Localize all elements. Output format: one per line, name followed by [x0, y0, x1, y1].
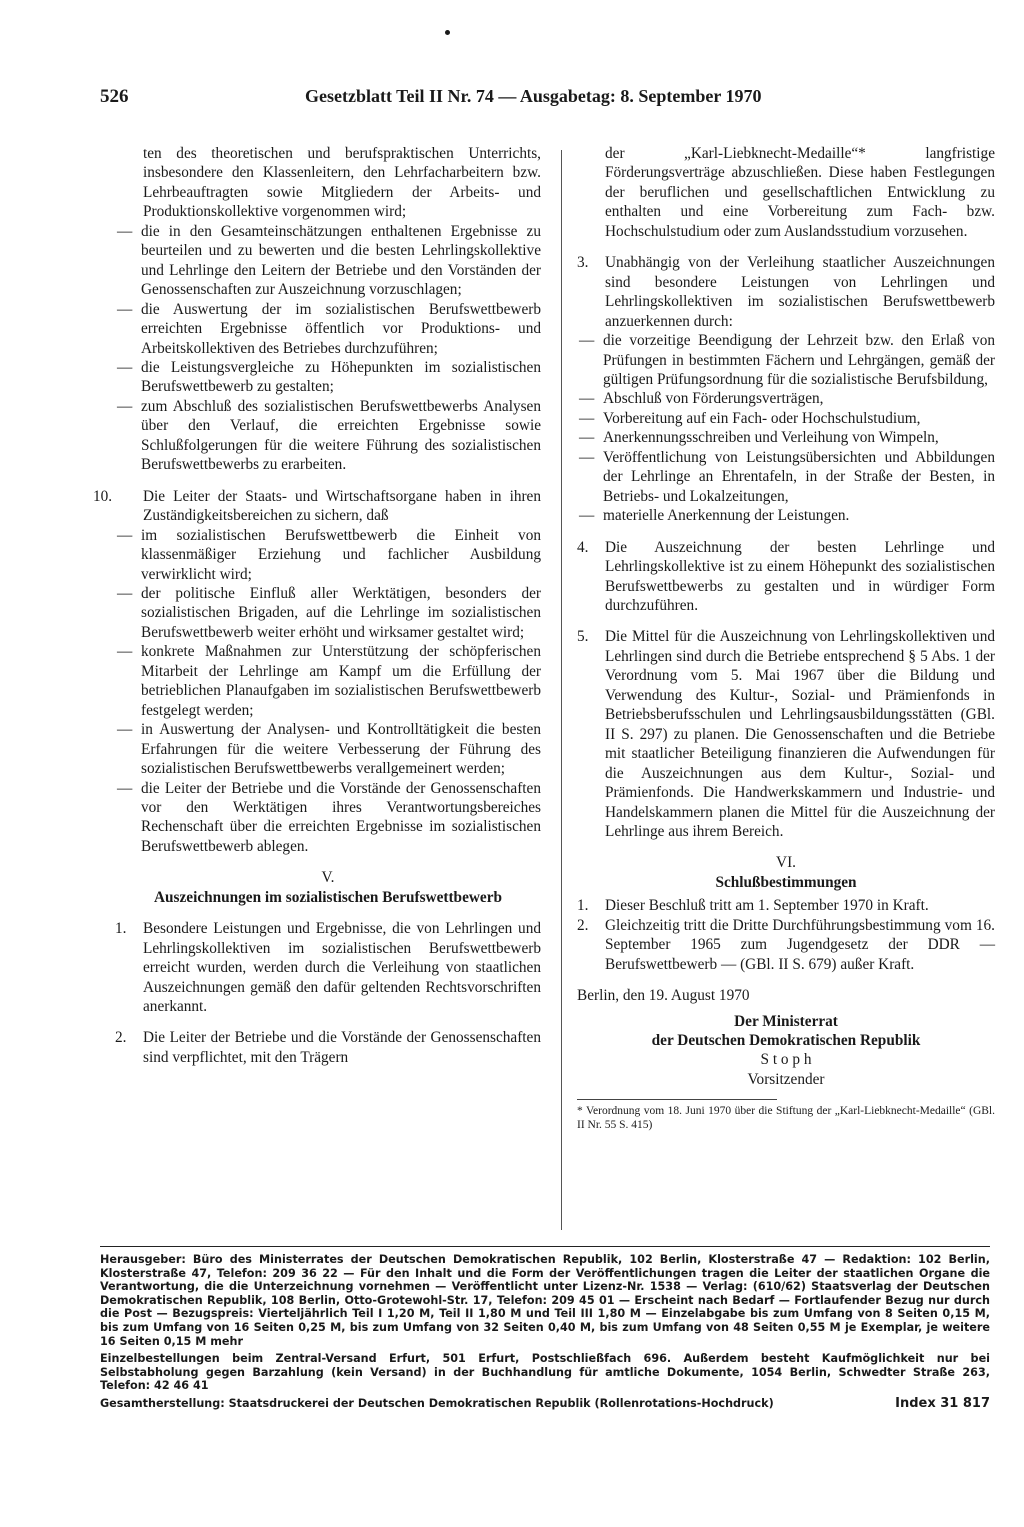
list-item: — konkrete Maßnahmen zur Unterstützung der schöpferischen Mitarbeit der Lehrlinge am Kampf um die Erfüllung der betrieblichen Planaufgaben im sozialistischen Berufswettbewerb festgelegt werden;	[117, 643, 541, 719]
list-item: — im sozialistischen Berufswettbewerb die Einheit von klassenmäßiger Erziehung und fachlicher Ausbildung verwirklicht wird;	[117, 526, 541, 583]
section-vi-title: Schlußbestimmungen	[715, 873, 857, 891]
column-divider	[561, 150, 562, 1230]
imprint	[100, 1246, 990, 1415]
list-item: — Vorbereitung auf ein Fach- oder Hochschulstudium,	[579, 409, 921, 427]
list-item: — der politische Einfluß aller Werktätigen, besonders der sozialistischen Brigaden, auf die Lehrlinge im sozialistischen Berufswettbewerb weiter erhöht und wirksamer gestaltet wird;	[117, 584, 541, 641]
list-a	[115, 222, 541, 475]
continued-text: ten des theoretischen und berufspraktischen Unterrichts, insbesondere den Klassenleitern, den Lehrfacharbeitern bzw. Lehrbeauftragten sowie Mitgliedern der Arbeits- und Produktionskollektive vorgenommen wird;	[143, 145, 541, 221]
place-date: Berlin, den 19. August 1970	[577, 987, 750, 1005]
section-v-number: V.	[321, 869, 335, 887]
numbered-item: 1. Besondere Leistungen und Ergebnisse, die von Lehrlingen und Lehrlingskollektiven im sozialistischen Berufswettbewerb erreicht wurden, werden durch die Verleihung von staatlichen Auszeichnungen gemäß den dafür geltenden Rechtsvorschriften anerkannt.	[115, 920, 541, 1016]
numbered-item: 4. Die Auszeichnung der besten Lehrlinge und Lehrlingskollektive ist zu einem Höhepunkt des sozialistischen Berufswettbewerbs zu gestalten und in würdiger Form durchzuführen.	[577, 538, 995, 614]
signature-org-line-2: der Deutschen Demokratischen Republik	[651, 1032, 921, 1050]
print-speck	[445, 30, 450, 35]
page-number: 526	[100, 86, 129, 107]
list-item: — die vorzeitige Beendigung der Lehrzeit bzw. den Erlaß von Prüfungen in bestimmten Fächern und Lehrgängen, gemäß der gültigen Prüfungsordnung für die sozialistische Berufsbildung,	[579, 332, 995, 388]
list-item: — Anerkennungsschreiben und Verleihung von Wimpeln,	[579, 429, 939, 447]
numbered-item-10: 10. Die Leiter der Staats- und Wirtschaftsorgane haben in ihren Zuständigkeitsbereichen zu sichern, daß	[93, 487, 541, 525]
footnote-divider	[577, 1099, 777, 1100]
index-number: Index 31 817	[895, 1395, 990, 1411]
imprint-divider	[100, 1246, 990, 1247]
numbered-item: 1. Dieser Beschluß tritt am 1. September 1970 in Kraft.	[577, 897, 929, 915]
list-item: — die Leiter der Betriebe und die Vorstände der Genossenschaften vor den Werktätigen ihres Verantwortungsbereiches Rechenschaft über die erreichten Ergebnisse im sozialistischen Berufswettbewerb ablegen.	[117, 779, 541, 855]
numbered-item: 5. Die Mittel für die Auszeichnung von Lehrlingskollektiven und Lehrlingen sind durch die Betriebe entsprechend § 5 Abs. 1 der Verordnung vom 5. Mai 1967 über die Bildung und Verwendung des Kultur-, Sozial- und Prämienfonds in Betriebsberufsschulen und Lehrlingsausbildungsstätten (GBl. II S. 297) zu planen. Die Genossenschaften und die Betriebe mit staatlicher Beteiligung finanzieren die Aufwendungen für die Auszeichnungen aus dem Kultur-, Sozial- und Prämienfonds. Die Handwerkskammern und Industrie- und Handelskammern planen die Mittel für die Auszeichnung der Lehrlinge aus ihrem Bereich.	[577, 628, 995, 840]
imprint-orders: Einzelbestellungen beim Zentral-Versand Erfurt, 501 Erfurt, Postschließfach 696. Außerdem besteht Kaufmöglichkeit nur bei Selbstabholung gegen Barzahlung (kein Versand) in der Buchhandlung für amtliche Dokumente, 1054 Berlin, Schwedter Straße 263, Telefon: 42 46 41	[100, 1352, 990, 1393]
signature-org-line-1: Der Ministerrat	[734, 1012, 838, 1030]
page-title: Gesetzblatt Teil II Nr. 74 — Ausgabetag: 8. September 1970	[305, 86, 762, 106]
list-item: — die Leistungsvergleiche zu Höhepunkten im sozialistischen Berufswettbewerb zu gestalten;	[117, 358, 541, 396]
signature-role: Vorsitzender	[747, 1070, 825, 1088]
footnote: * Verordnung vom 18. Juni 1970 über die Stiftung der „Karl-Liebknecht-Medaille“ (GBl. II Nr. 55 S. 415)	[577, 1105, 995, 1132]
continued-text: der „Karl-Liebknecht-Medaille“* langfristige Förderungsverträge abzuschließen. Diese haben Festlegungen der beruflichen und gesellschaftlichen Entwicklung zu enthalten und eine Vorbereitung zum Fach- bzw. Hochschulstudium oder zum Auslandsstudium vorzusehen.	[605, 145, 995, 240]
right-column	[577, 144, 995, 1132]
list-item: — in Auswertung der Analysen- und Kontrolltätigkeit die besten Erfahrungen für die weitere Verbesserung der Führung des sozialistischen Berufswettbewerbs verallgemeinert werden;	[117, 721, 541, 778]
section-vi-number: VI.	[776, 854, 796, 872]
imprint-printing: Gesamtherstellung: Staatsdruckerei der Deutschen Demokratischen Republik (Rollenrotations-Hochdruck) Index 31 817	[100, 1395, 990, 1411]
numbered-item: 2. Die Leiter der Betriebe und die Vorstände der Genossenschaften sind verpflichtet, mit den Trägern	[115, 1029, 541, 1066]
list-c	[577, 331, 995, 526]
list-b	[115, 526, 541, 857]
numbered-item: 3. Unabhängig von der Verleihung staatlicher Auszeichnungen sind besondere Leistungen von Lehrlingen und Lehrlingskollektiven im sozialistischen Berufswettbewerb anzuerkennen durch:	[577, 254, 995, 330]
list-item: — die in den Gesamteinschätzungen enthaltenen Ergebnisse zu beurteilen und zu bewerten und die besten Lehrlingskollektive und Lehrlinge den Leitern der Betriebe und den Vorständen der Genossenschaften zur Auszeichnung vorzuschlagen;	[117, 222, 541, 299]
left-column	[93, 144, 541, 1067]
section-v-title: Auszeichnungen im sozialistischen Berufswettbewerb	[154, 888, 502, 906]
list-item: — Veröffentlichung von Leistungsübersichten und Abbildungen der Lehrlinge an Ehrentafeln, in der Straße der Besten, in Betriebs- und Lokalzeitungen,	[579, 448, 995, 505]
numbered-item: 2. Gleichzeitig tritt die Dritte Durchführungsbestimmung vom 16. September 1965 zum Jugendgesetz der DDR — Berufswettbewerb — (GBl. II S. 679) außer Kraft.	[577, 916, 995, 973]
imprint-publisher: Herausgeber: Büro des Ministerrates der Deutschen Demokratischen Republik, 102 Berlin, Klosterstraße 47 — Redaktion: 102 Berlin, Klosterstraße 47, Telefon: 209 36 22 — Für den Inhalt und die Form der Veröffentlichungen tragen die Leiter der staatlichen Organe die Verantwortung, die die Unterzeichnung vornehmen — Veröffentlicht unter Lizenz-Nr. 1538 — Verlag: (610/62) Staatsverlag der Deutschen Demokratischen Republik, 108 Berlin, Otto-Grotewohl-Str. 17, Telefon: 209 45 01 — Erscheint nach Bedarf — Fortlaufender Bezug nur durch die Post — Bezugspreis: Vierteljährlich Teil I 1,20 M, Teil II 1,80 M und Teil III 1,80 M — Einzelabgabe bis zum Umfang von 8 Seiten 0,15 M, bis zum Umfang von 16 Seiten 0,25 M, bis zum Umfang von 32 Seiten 0,40 M, bis zum Umfang von 48 Seiten 0,55 M je Exemplar, je weitere 16 Seiten 0,15 M mehr	[100, 1253, 990, 1348]
list-item: — Abschluß von Förderungsverträgen,	[579, 390, 824, 408]
page-header	[100, 86, 980, 112]
signature-name: S t o p h	[760, 1051, 812, 1069]
list-item: — zum Abschluß des sozialistischen Berufswettbewerbs Analysen über den Verlauf, die erreichten Ergebnisse sowie Schlußfolgerungen für die weitere Führung des sozialistischen Berufswettbewerbs zu erarbeiten.	[117, 397, 541, 474]
list-item: — materielle Anerkennung der Leistungen.	[579, 507, 850, 525]
list-item: — die Auswertung der im sozialistischen Berufswettbewerb erreichten Ergebnisse öffentlich vor Produktions- und Arbeitskollektiven des Betriebes durchzuführen;	[117, 300, 541, 357]
